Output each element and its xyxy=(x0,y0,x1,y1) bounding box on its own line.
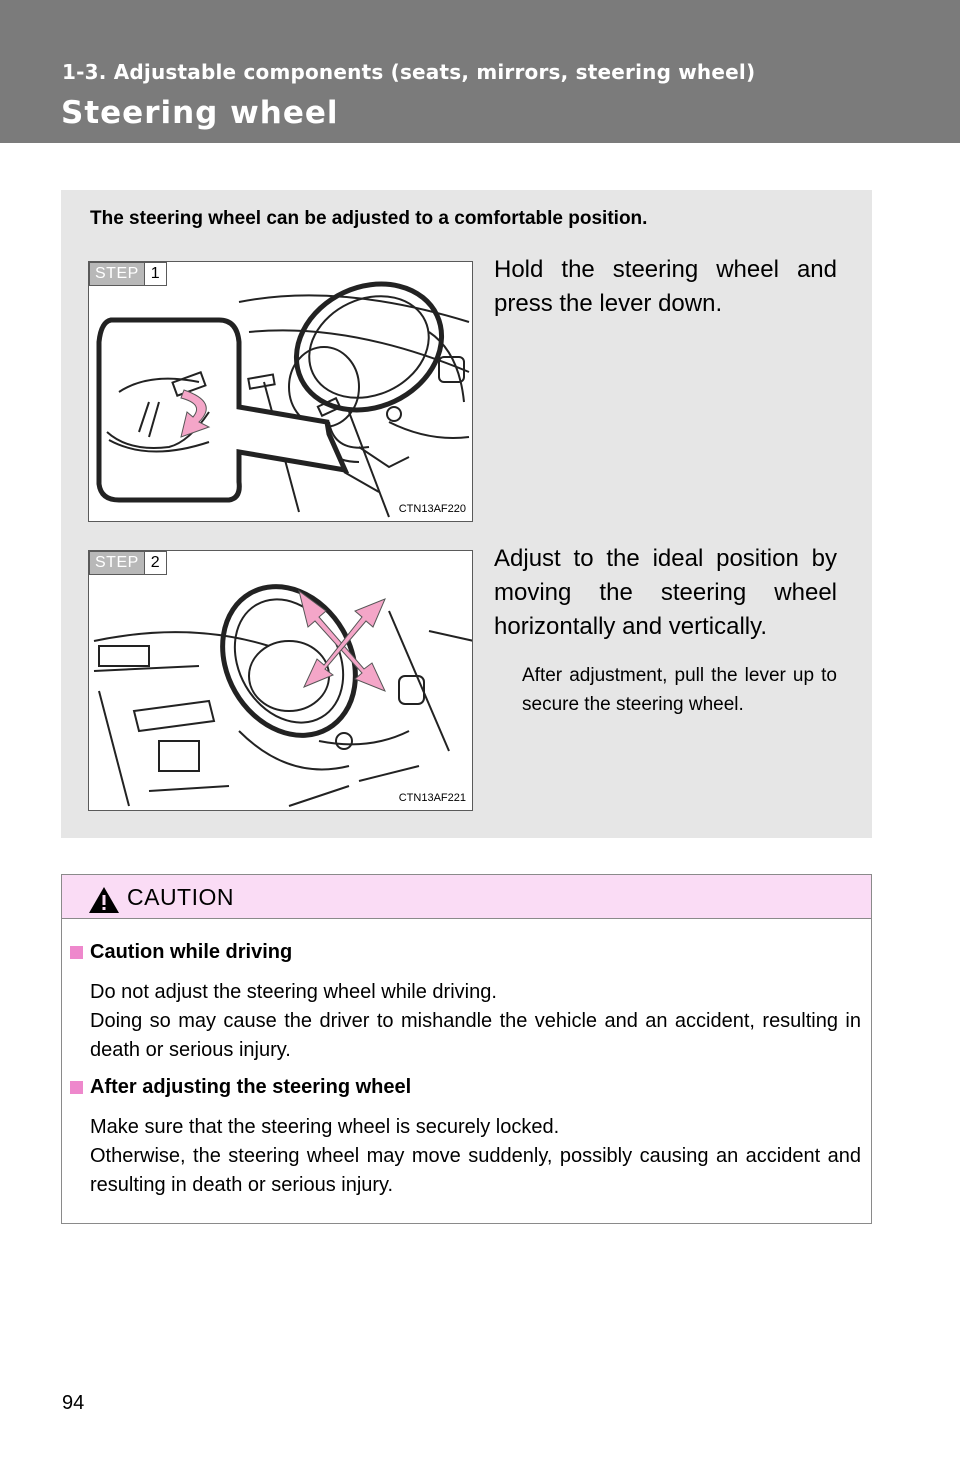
steering-lever-drawing xyxy=(89,262,473,522)
bullet-square-icon xyxy=(70,946,83,959)
caution-heading-after-adjusting: After adjusting the steering wheel xyxy=(70,1076,411,1099)
step-2-illustration xyxy=(88,550,473,811)
caution-heading-driving: Caution while driving xyxy=(70,941,292,964)
adjust-arrows xyxy=(299,591,385,691)
page-number: 94 xyxy=(62,1392,85,1414)
step-1-badge: STEP 1 xyxy=(89,262,167,286)
caution-box xyxy=(61,874,872,1224)
caution-header xyxy=(62,875,871,919)
step-2-note: After adjustment, pull the lever up to secure the steering wheel. xyxy=(522,665,837,715)
page-title: Steering wheel xyxy=(61,95,339,131)
steering-adjust-drawing xyxy=(89,551,473,811)
warning-icon xyxy=(88,886,120,914)
bullet-square-icon xyxy=(70,1081,83,1094)
caution-body-driving: Do not adjust the steering wheel while driving. Doing so may cause the driver to mishandle the vehicle and an accident, resulting in death or serious injury. xyxy=(90,981,861,1061)
caution-title: CAUTION xyxy=(127,884,234,910)
step-1-text: Hold the steering wheel and press the lever down. xyxy=(494,256,837,317)
section-heading: 1-3. Adjustable components (seats, mirrors, steering wheel) xyxy=(62,60,756,84)
chapter-header xyxy=(0,0,960,143)
watermark: carmanualsonline.info xyxy=(722,1453,950,1477)
caution-body-after-adjusting: Make sure that the steering wheel is securely locked. Otherwise, the steering wheel may move suddenly, possibly causing an accident and resulting in death or serious injury. xyxy=(90,1116,861,1196)
step-2-text: Adjust to the ideal position by moving the steering wheel horizontally and vertically. xyxy=(494,545,837,640)
figure-code: CTN13AF220 xyxy=(398,503,466,515)
intro-text: The steering wheel can be adjusted to a comfortable position. xyxy=(90,208,648,229)
step-2-badge: STEP 2 xyxy=(89,551,167,575)
figure-code: CTN13AF221 xyxy=(398,792,466,804)
step-1-illustration xyxy=(88,261,473,522)
